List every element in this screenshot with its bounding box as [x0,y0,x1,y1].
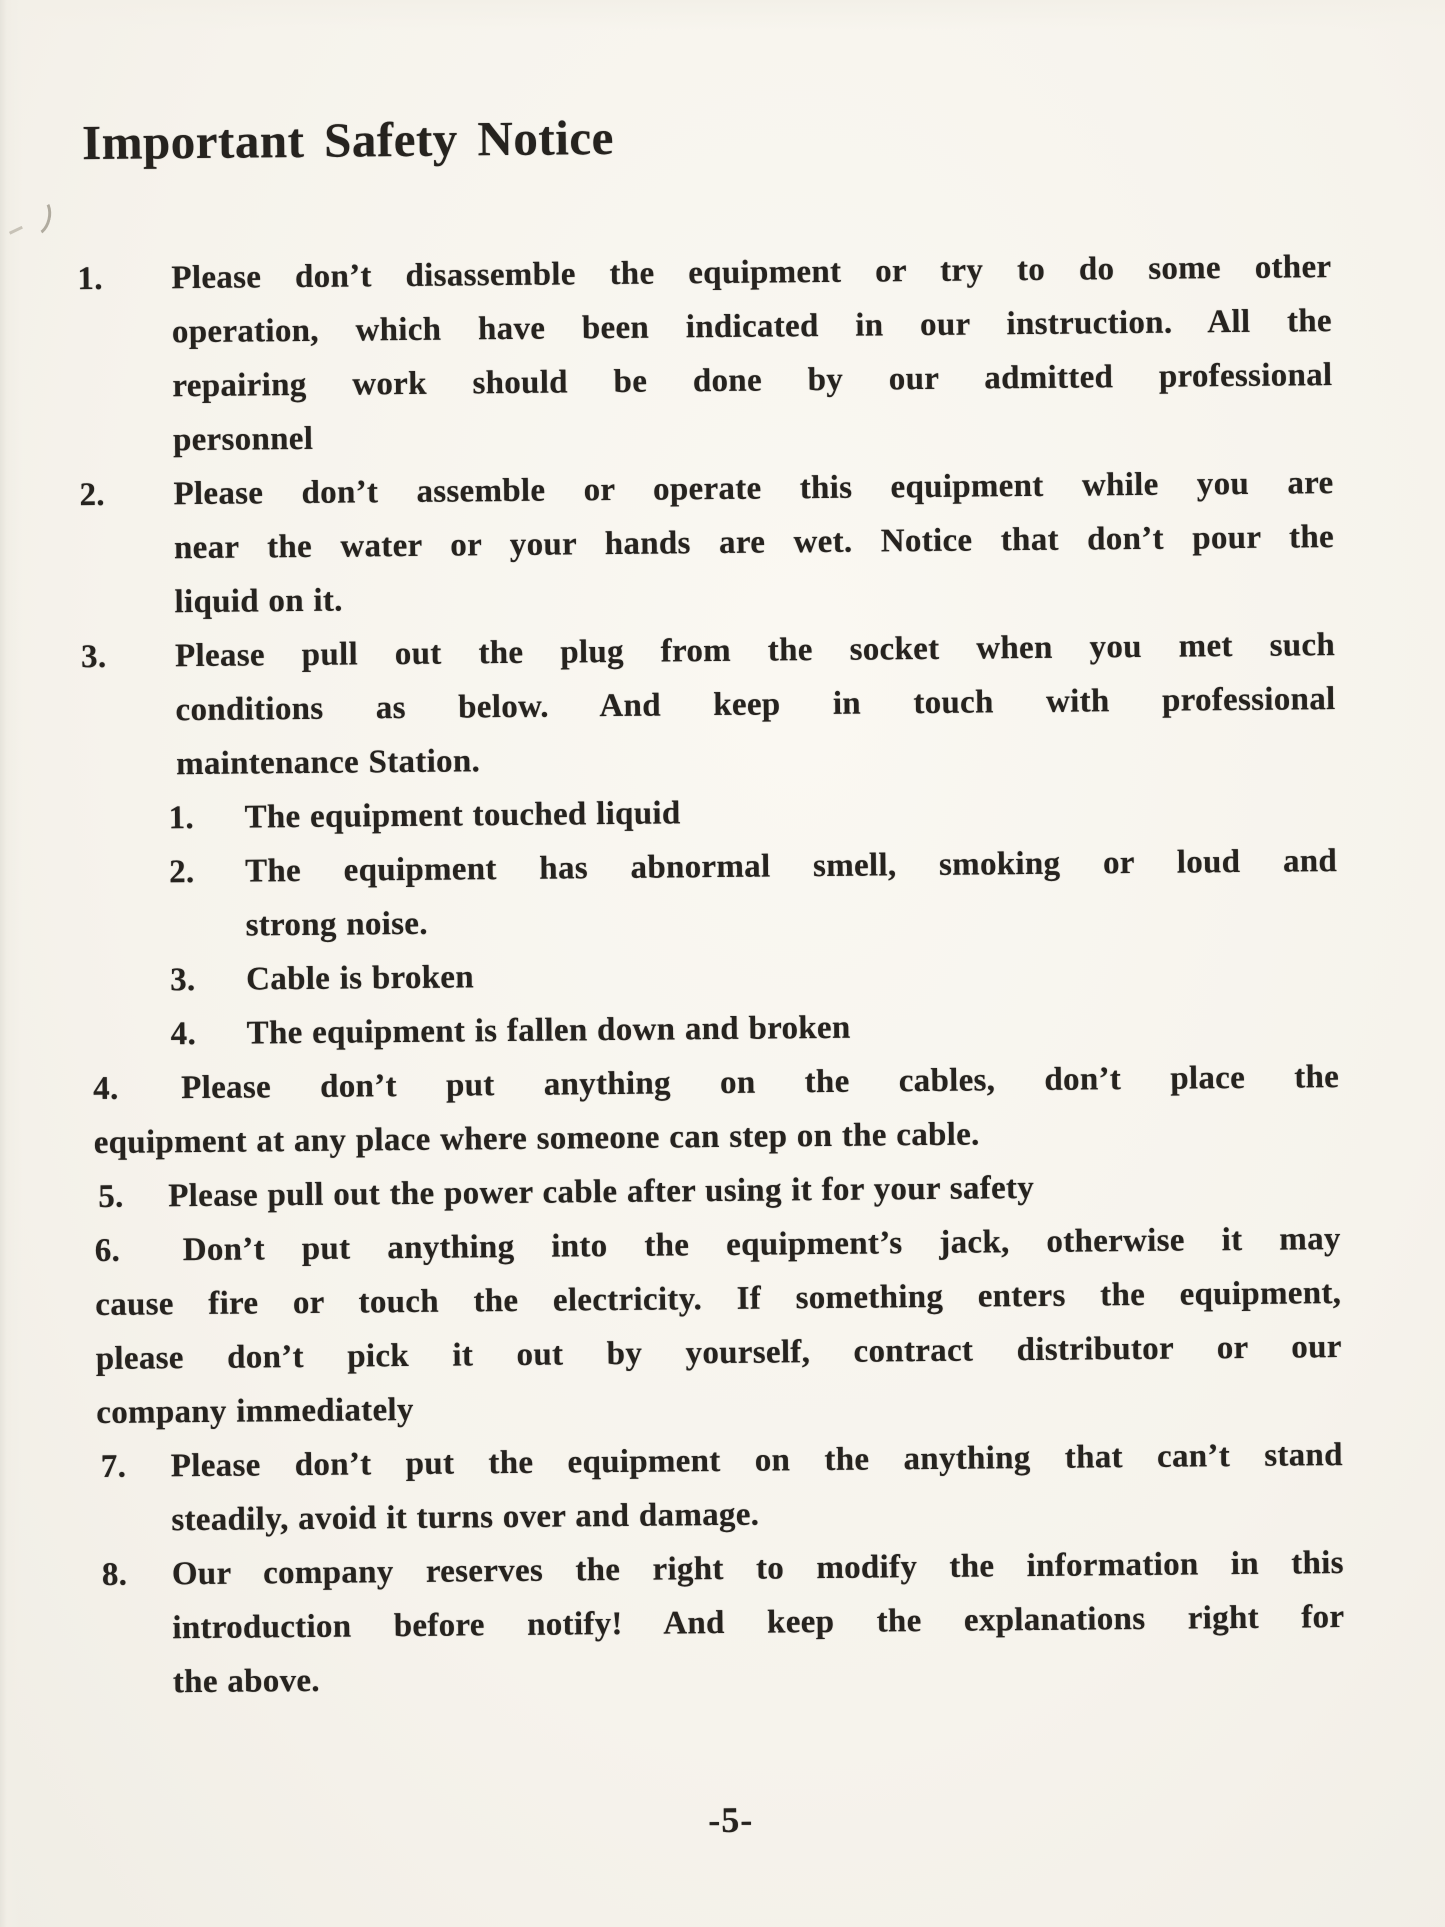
text-line: cause fire or touch the electricity. If something enters the equipment, [95,1275,1342,1324]
text-line: Please don’t put anything on the cables, don’t place the [181,1059,1340,1107]
text-line: personnel [172,420,314,459]
safety-notice-list [1,239,1445,1711]
item-text [175,618,1337,791]
scan-artifact-arc [19,194,56,239]
item-text [95,1212,1343,1440]
notice-item [3,455,1445,631]
item-number: 5. [98,1178,124,1215]
notice-item [1,239,1445,469]
item-number: 4. [170,1016,197,1053]
scan-artifact-dash [9,226,23,235]
page-title: Important Safety Notice [81,109,615,171]
text-line: introduction before notify! And keep the explanations right for [172,1599,1345,1647]
text-line: company immediately [96,1391,414,1431]
item-text [172,1536,1346,1709]
item-number: 3. [80,638,107,676]
text-line: Don’t put anything into the equipment’s jack, otherwise it may [182,1221,1341,1269]
item-text [173,456,1335,629]
text-line: operation, which have been indicated in our instruction. All the [171,303,1333,351]
text-line: Please don’t disassemble the equipment or try to do some other [171,249,1332,297]
notice-item [14,1535,1445,1711]
item-number: 1. [168,800,195,837]
text-line: Cable is broken [245,959,475,998]
notice-item [7,833,1445,955]
item-text [245,834,1338,952]
text-line: near the water or your hands are wet. Notice that don’t pour the [173,519,1335,567]
text-line: maintenance Station. [175,743,481,783]
item-number: 3. [169,962,196,999]
text-line: Please pull out the power cable after using it for your safety [168,1169,1035,1215]
text-line: liquid on it. [174,582,343,621]
text-line: Please don’t assemble or operate this equipment while you are [173,465,1334,513]
notice-item [13,1427,1445,1549]
item-number: 2. [79,476,106,514]
item-number: 4. [93,1070,119,1108]
text-line: strong noise. [245,905,428,944]
text-line: Our company reserves the right to modify the information in this [171,1545,1344,1593]
notice-item [9,1049,1445,1171]
text-line: please don’t pick it out by yourself, contract distributor or our [95,1329,1342,1378]
text-line: the above. [172,1662,321,1701]
notice-item [11,1211,1445,1441]
text-line: equipment at any place where someone can step on the cable. [93,1116,980,1162]
item-text [93,1050,1340,1170]
item-number: 6. [94,1232,121,1270]
text-line: Please don’t put the equipment on the anything that can’t stand [170,1437,1343,1485]
text-line: conditions as below. And keep in touch with professional [175,681,1336,729]
item-number: 1. [77,260,103,298]
text-line: Please pull out the plug from the socket when you met such [174,627,1336,675]
item-text [171,240,1333,467]
item-number: 8. [101,1556,128,1593]
text-line: The equipment is fallen down and broken [246,1009,851,1052]
text-line: The equipment has abnormal smell, smoking or loud and [244,843,1338,890]
text-line: repairing work should be done by our admitted professional [172,357,1333,405]
item-number: 2. [168,854,195,891]
text-line: steadily, avoid it turns over and damage. [171,1496,760,1539]
item-text [171,1428,1344,1547]
item-number: 7. [100,1448,127,1485]
page-number: -5- [708,1799,754,1841]
text-line: The equipment touched liquid [244,795,681,836]
notice-item [5,617,1445,793]
